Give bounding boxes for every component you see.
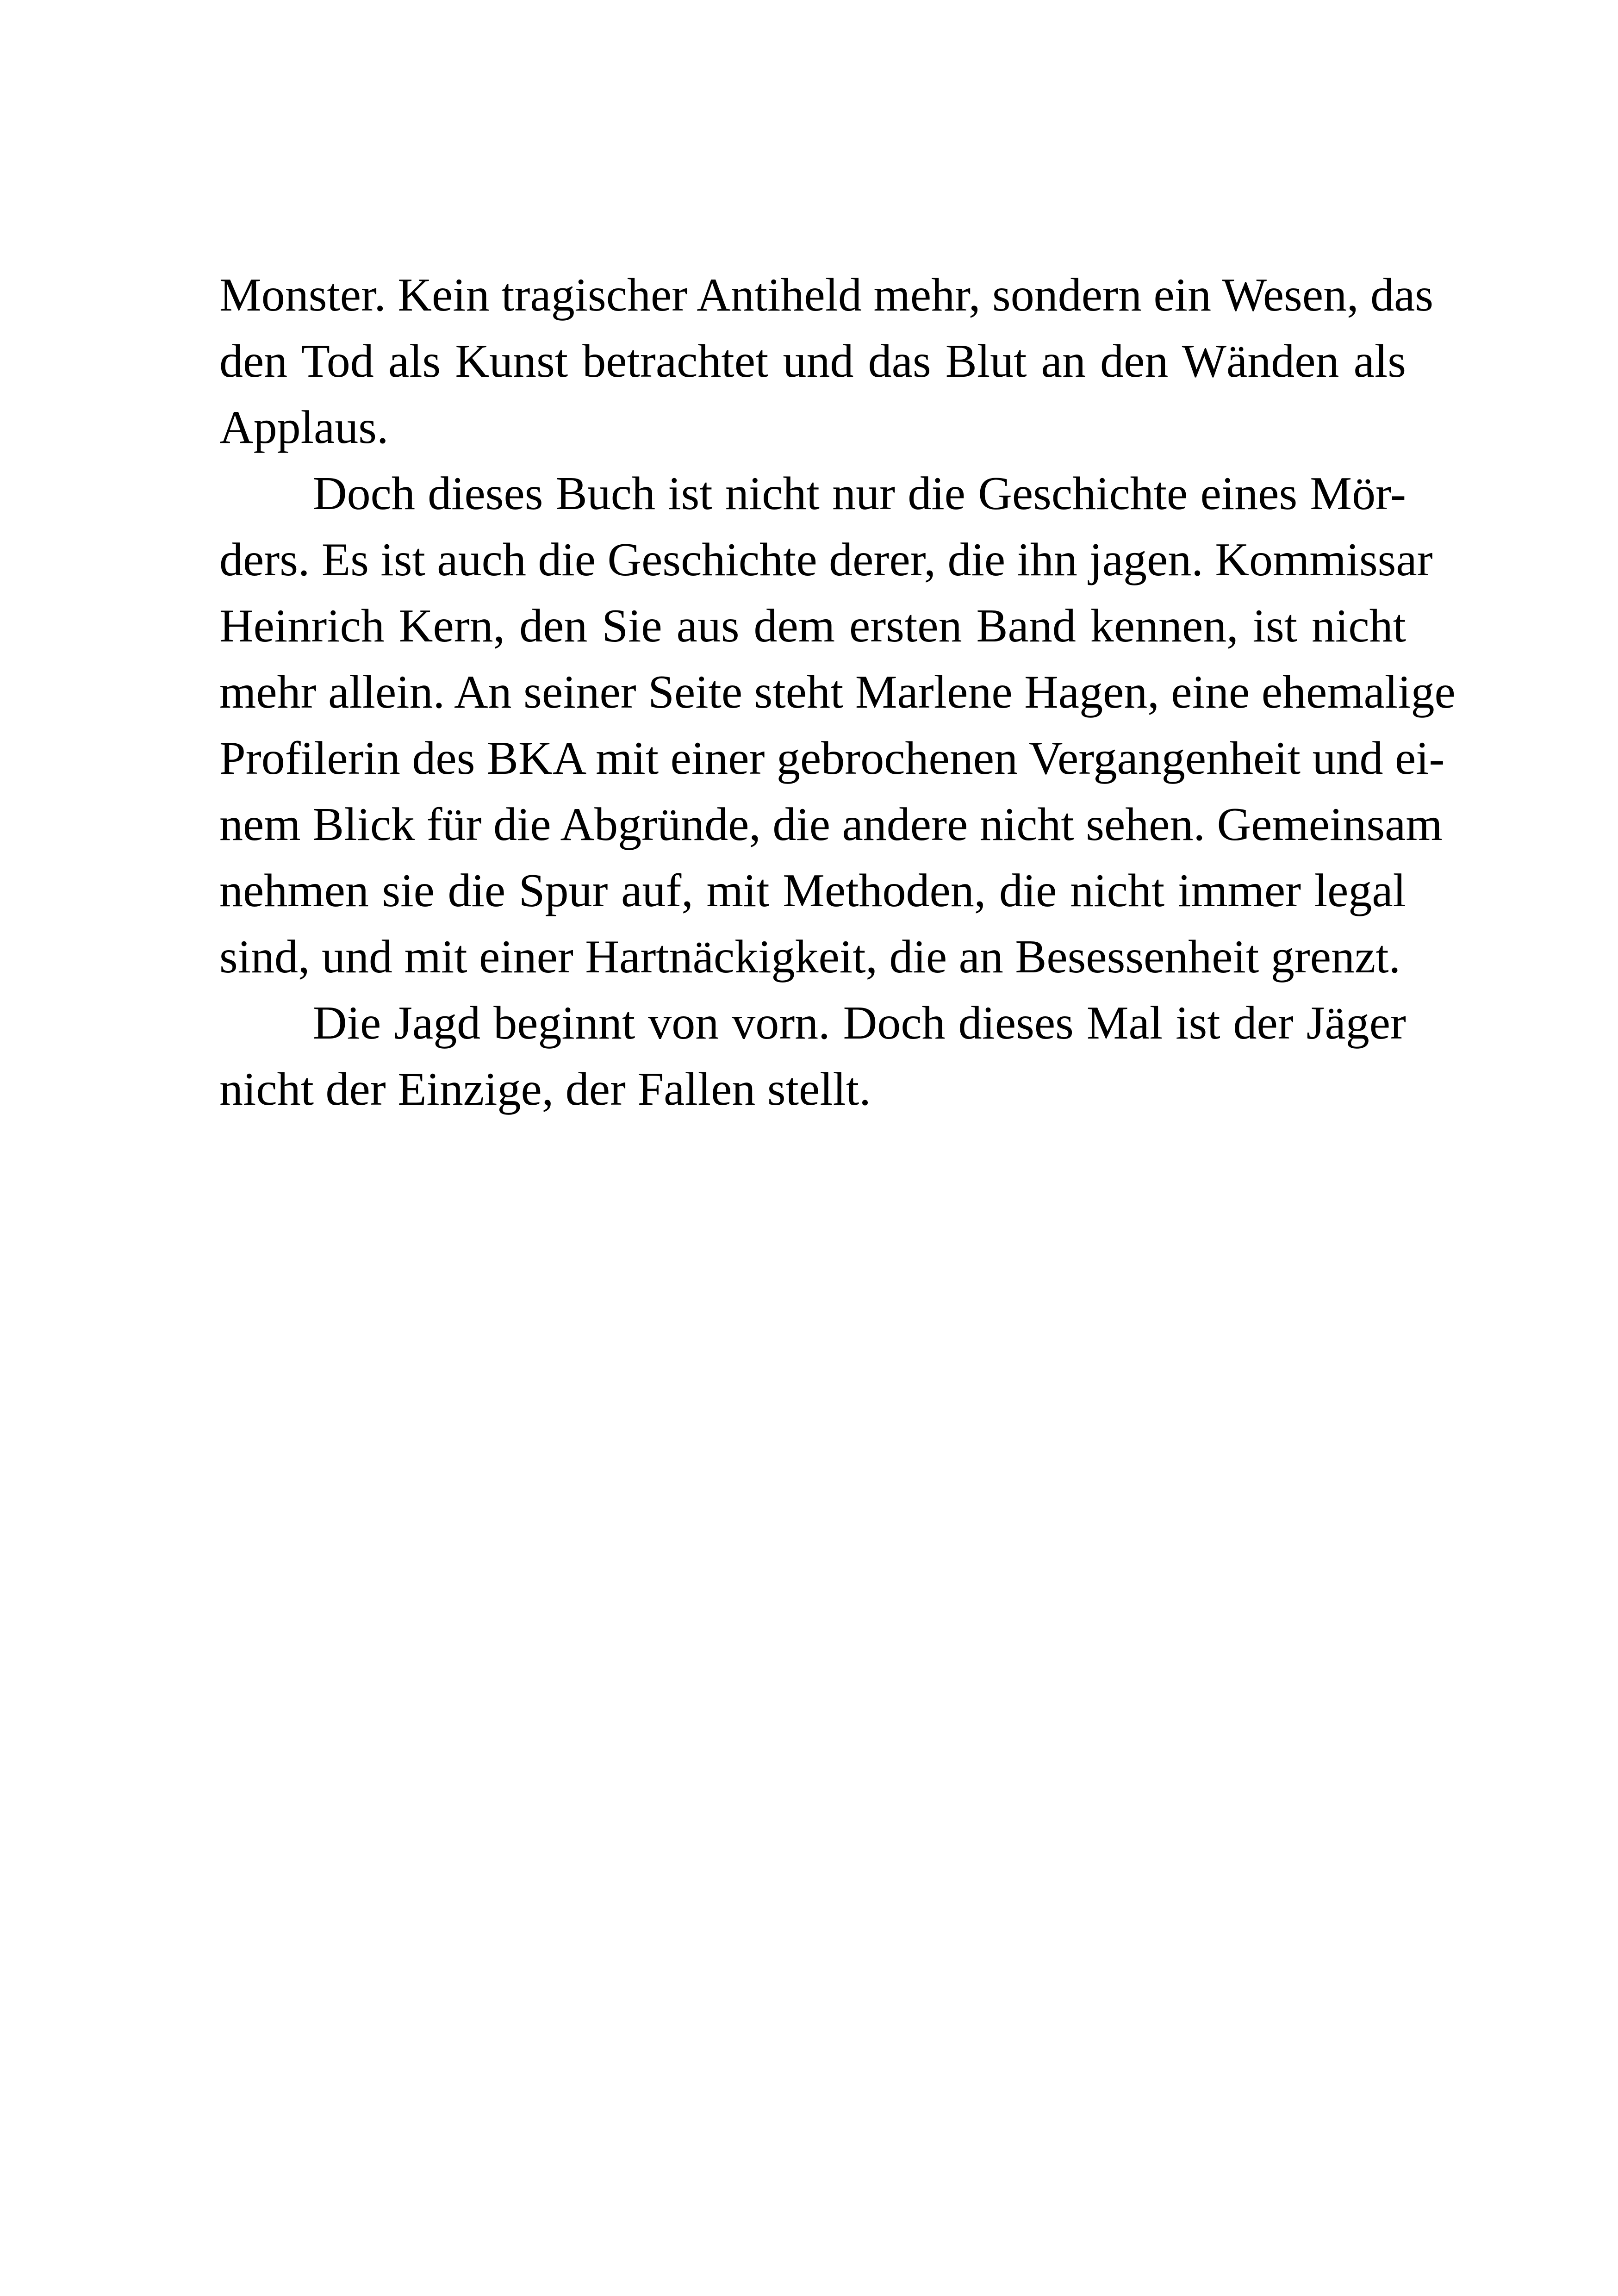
text-line: Applaus.	[219, 401, 389, 454]
text-line: nicht der Einzige, der Fallen stellt.	[219, 1063, 871, 1115]
text-line: Die Jagd beginnt von vorn. Doch dieses Mal ist der Jäger	[313, 997, 1406, 1049]
paragraph-2	[219, 460, 1456, 990]
text-line: den Tod als Kunst betrachtet und das Blut an den Wänden als	[219, 335, 1406, 387]
text-line: Profilerin des BKA mit einer gebrochenen Vergangenheit und ei-	[219, 732, 1445, 784]
text-line: Heinrich Kern, den Sie aus dem ersten Band kennen, ist nicht	[219, 600, 1406, 652]
text-line: ders. Es ist auch die Geschichte derer, die ihn jagen. Kommissar	[219, 534, 1433, 586]
text-line: mehr allein. An seiner Seite steht Marlene Hagen, eine ehemalige	[219, 666, 1456, 718]
body-text	[219, 262, 1456, 1122]
text-line: Doch dieses Buch ist nicht nur die Geschichte eines Mör-	[313, 467, 1406, 520]
text-line: nem Blick für die Abgründe, die andere nicht sehen. Gemeinsam	[219, 798, 1443, 851]
text-line: sind, und mit einer Hartnäckigkeit, die an Besessenheit grenzt.	[219, 931, 1401, 983]
paragraph-3	[219, 990, 1406, 1122]
text-line: Monster. Kein tragischer Antiheld mehr, sondern ein Wesen, das	[219, 269, 1434, 321]
text-line: nehmen sie die Spur auf, mit Methoden, die nicht immer legal	[219, 865, 1406, 917]
paragraph-1	[219, 262, 1434, 460]
